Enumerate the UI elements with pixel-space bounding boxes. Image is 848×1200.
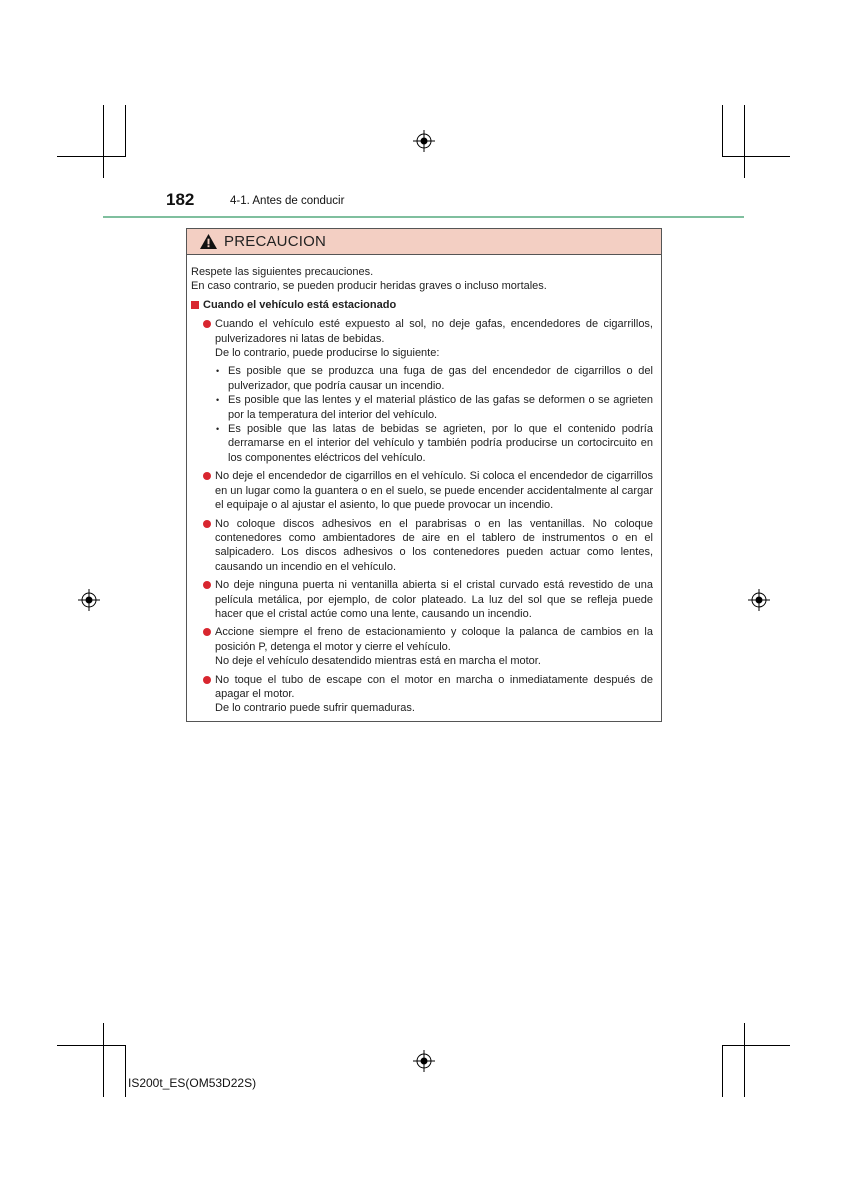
crop-mark-top-left-h: [57, 156, 125, 157]
page-number: 182: [166, 190, 195, 209]
list-item: [203, 578, 653, 621]
subheading-text: Cuando el vehículo está estacionado: [203, 298, 397, 311]
intro-line: Respete las siguientes precauciones.: [191, 266, 374, 278]
section-title: 4-1. Antes de conducir: [230, 195, 345, 207]
crop-mark-bottom-right-h: [722, 1045, 790, 1046]
crop-mark-bottom-left-h: [57, 1045, 125, 1046]
crop-mark-top-left-v: [125, 105, 126, 157]
item-text: No coloque discos adhesivos en el parabrisas o en las ventanillas. No coloque contenedores como ambientadores de aire en el tablero de instrumentos o en el salpicadero. Los discos adhesivos o los contenedores pueden actuar como lentes, causando un incendio en el vehículo.: [215, 517, 653, 573]
item-text: No deje el encendedor de cigarrillos en el vehículo. Si coloca el encendedor de cigarrillos en un lugar como la guantera o en el suelo, se puede encender accidentalmente al cargar el equipaje o al ajustar el asiento, lo que puede provocar un incendio.: [215, 470, 653, 512]
caution-box: [186, 228, 662, 722]
item-text: Cuando el vehículo esté expuesto al sol, no deje gafas, encendedores de cigarrillos, pulverizadores ni latas de bebidas.: [215, 318, 653, 345]
list-item: [203, 317, 653, 465]
sub-list: [215, 364, 653, 465]
caution-list: [191, 317, 657, 716]
sub-list-item: • Es posible que las latas de bebidas se agrieten, por lo que el contenido podría derramarse en el interior del vehículo y también podría producirse un cortocircuito en los componentes eléctricos del vehículo.: [215, 422, 653, 465]
crop-mark-bottom-right-v2: [744, 1023, 745, 1097]
subheading: [191, 298, 657, 312]
crop-mark-bottom-left-v2: [103, 1023, 104, 1097]
registration-mark-icon: [78, 589, 100, 611]
warning-triangle-icon: [199, 233, 218, 250]
item-extra: No deje el vehículo desatendido mientras está en marcha el motor.: [215, 655, 541, 668]
list-item: [203, 625, 653, 668]
document-code: IS200t_ES(OM53D22S): [128, 1076, 257, 1090]
crop-mark-top-left-v2: [103, 105, 104, 178]
sub-list-item: • Es posible que las lentes y el material plástico de las gafas se deformen o se agrieten por la temperatura del interior del vehículo.: [215, 393, 653, 422]
registration-mark-icon: [748, 589, 770, 611]
list-item: [203, 517, 653, 575]
caution-intro: [191, 265, 657, 294]
item-text: No toque el tubo de escape con el motor en marcha o inmediatamente después de apagar el motor.: [215, 673, 653, 700]
item-text: No deje ninguna puerta ni ventanilla abierta si el cristal curvado está revestido de una película metálica, por ejemplo, de color plateado. La luz del sol que se refleja puede hacer que el cristal actúe como una lente, causando un incendio.: [215, 579, 653, 620]
list-item: [203, 469, 653, 512]
caution-title: PRECAUCION: [224, 233, 327, 250]
item-extra: De lo contrario puede sufrir quemaduras.: [215, 702, 415, 715]
crop-mark-bottom-left-v: [125, 1045, 126, 1097]
square-bullet-icon: [191, 301, 199, 309]
crop-mark-top-right-h: [722, 156, 790, 157]
registration-mark-icon: [413, 130, 435, 152]
crop-mark-top-right-v2: [744, 105, 745, 178]
item-text: Accione siempre el freno de estacionamiento y coloque la palanca de cambios en la posición P, detenga el motor y cierre el vehículo.: [215, 626, 653, 653]
header-divider: [103, 216, 744, 218]
sub-list-item: • Es posible que se produzca una fuga de gas del encendedor de cigarrillos o del pulverizador, que podría causar un incendio.: [215, 364, 653, 393]
caution-body: [187, 255, 661, 716]
intro-line: En caso contrario, se pueden producir heridas graves o incluso mortales.: [191, 280, 547, 293]
registration-mark-icon: [413, 1050, 435, 1072]
item-extra: De lo contrario, puede producirse lo siguiente:: [215, 347, 440, 360]
crop-mark-top-right-v: [722, 105, 723, 157]
crop-mark-bottom-right-v: [722, 1045, 723, 1097]
caution-header: [187, 229, 661, 255]
list-item: [203, 673, 653, 716]
